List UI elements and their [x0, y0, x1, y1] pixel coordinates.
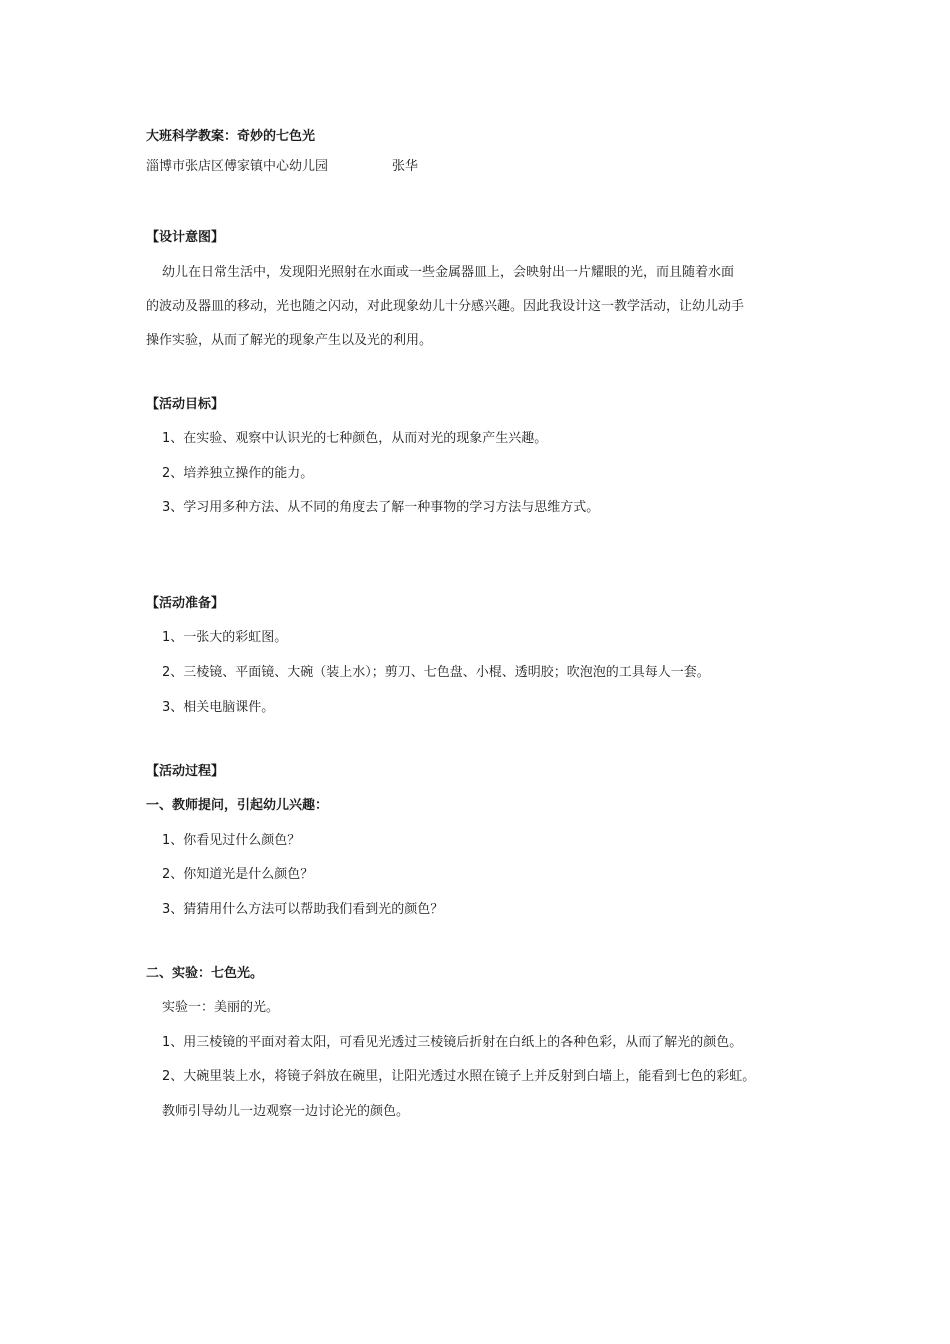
process-part2-item-1: 1、用三棱镜的平面对着太阳，可看见光透过三棱镜后折射在白纸上的各种色彩，从而了解光的颜色。: [162, 1035, 743, 1050]
process-part2-item-2: 2、大碗里装上水，将镜子斜放在碗里，让阳光透过水照在镜子上并反射到白墙上，能看到七色的彩虹。: [162, 1069, 756, 1084]
goal-item-1: 1、在实验、观察中认识光的七种颜色，从而对光的现象产生兴趣。: [162, 431, 548, 446]
process-part1-item-3: 3、猜猜用什么方法可以帮助我们看到光的颜色？: [162, 902, 444, 917]
process-part1-item-2: 2、你知道光是什么颜色？: [162, 867, 314, 882]
process-part2-title: 二、实验：七色光。: [146, 966, 264, 981]
goals-heading: 【活动目标】: [146, 397, 225, 412]
document-title: 大班科学教案：奇妙的七色光: [146, 129, 316, 144]
school-name: 淄博市张店区傅家镇中心幼儿园: [146, 159, 329, 174]
prep-item-1: 1、一张大的彩虹图。: [162, 630, 288, 645]
process-part1-title: 一、教师提问，引起幼儿兴趣：: [146, 798, 329, 813]
process-part2-note: 教师引导幼儿一边观察一边讨论光的颜色。: [162, 1104, 410, 1119]
design-paragraph-line-2: 的波动及器皿的移动，光也随之闪动，对此现象幼儿十分感兴趣。因此我设计这一教学活动，让幼儿动手: [146, 299, 745, 314]
prep-heading: 【活动准备】: [146, 596, 225, 611]
process-heading: 【活动过程】: [146, 764, 225, 779]
design-paragraph-line-3: 操作实验，从而了解光的现象产生以及光的利用。: [146, 333, 433, 348]
prep-item-2: 2、三棱镜、平面镜、大碗（装上水）；剪刀、七色盘、小棍、透明胶；吹泡泡的工具每人一套。: [162, 665, 710, 680]
process-part1-item-1: 1、你看见过什么颜色？: [162, 833, 301, 848]
design-paragraph-line-1: 幼儿在日常生活中，发现阳光照射在水面或一些金属器皿上，会映射出一片耀眼的光，而且随着水面: [162, 265, 735, 280]
process-part2-subtitle: 实验一：美丽的光。: [162, 1000, 280, 1015]
prep-item-3: 3、相关电脑课件。: [162, 700, 275, 715]
design-heading: 【设计意图】: [146, 230, 225, 245]
author-name: 张华: [392, 159, 419, 174]
goal-item-3: 3、学习用多种方法、从不同的角度去了解一种事物的学习方法与思维方式。: [162, 500, 600, 515]
goal-item-2: 2、培养独立操作的能力。: [162, 466, 314, 481]
